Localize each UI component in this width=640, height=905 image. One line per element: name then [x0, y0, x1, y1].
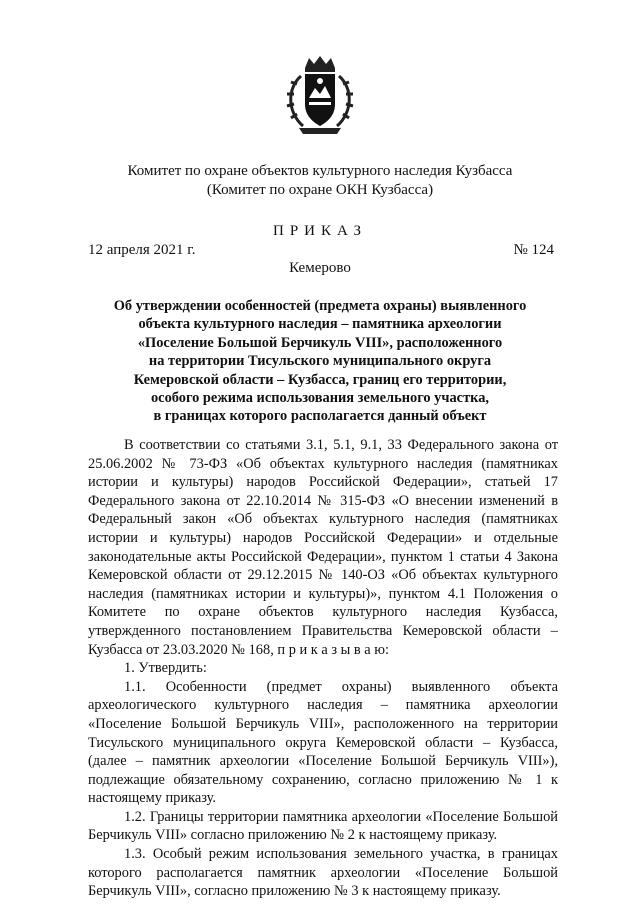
subject-line: объекта культурного наследия – памятника археологии — [138, 316, 502, 333]
order-title: ПРИКАЗ — [273, 223, 367, 239]
body-paragraph-item-1-1: 1.1. Особенности (предмет охраны) выявленного объекта археологического культурного наследия – памятника археологии «Поселение Большой Берчикуль VIII», расположенного на территории Тисульского муниципального округа Кемеровской области – Кузбасса, (далее – памятник археологии «Поселение Большой Берчикуль VIII»), подлежащие обязательному сохранению, согласно приложению № 1 к настоящему приказу. — [88, 678, 558, 807]
order-number: № 124 — [513, 242, 554, 258]
body-paragraph-item-1-3: 1.3. Особый режим использования земельного участка, в границах которого располагается памятник археологии «Поселение Большой Берчикуль VIII», согласно приложению № 3 к настоящему приказу. — [88, 846, 558, 900]
subject-line: в границах которого располагается данный объект — [153, 408, 487, 425]
order-date: 12 апреля 2021 г. — [88, 242, 196, 258]
body-paragraph-item-1: 1. Утвердить: — [124, 660, 207, 677]
organization-name — [0, 162, 640, 200]
subject-line: «Поселение Большой Берчикуль VIII», расположенного — [137, 334, 503, 351]
order-subject — [0, 297, 640, 426]
order-body — [88, 436, 558, 901]
subject-line: особого режима использования земельного участка, — [150, 390, 490, 407]
organization-line-2: (Комитет по охране ОКН Кузбасса) — [206, 182, 434, 198]
body-paragraph-preamble: В соответствии со статьями 3.1, 5.1, 9.1, 33 Федерального закона от 25.06.2002 № 73-ФЗ «Об объектах культурного наследия (памятниках истории и культуры) народов Российской Федерации», статьей 17 Федерального закона от 22.10.2014 № 315-ФЗ «О внесении изменений в Федеральный закон «Об объектах культурного наследия (памятниках истории и культуры) народов Российской Федерации» и отдельные законодательные акты Российской Федерации», пунктом 1 статьи 4 Закона Кемеровской области от 29.12.2015 № 140-ОЗ «Об объектах культурного наследия (памятниках истории и культуры)», пунктом 4.1 Положения о Комитете по охране объектов культурного наследия Кузбасса, утвержденного постановлением Правительства Кемеровской области – Кузбасса от 23.03.2020 № 168, п р и к а з ы в а ю: — [88, 437, 558, 658]
coat-of-arms-icon — [283, 54, 357, 136]
subject-line: Об утверждении особенностей (предмета охраны) выявленного — [113, 298, 527, 314]
body-paragraph-item-1-2: 1.2. Границы территории памятника археологии «Поселение Большой Берчикуль VIII» согласно приложению № 2 к настоящему приказу. — [88, 808, 558, 844]
order-city: Кемерово — [289, 260, 351, 276]
subject-line: Кемеровской области – Кузбасса, границ его территории, — [133, 371, 507, 388]
organization-line-1: Комитет по охране объектов культурного наследия Кузбасса — [127, 163, 513, 179]
subject-line: на территории Тисульского муниципального округа — [148, 353, 492, 370]
